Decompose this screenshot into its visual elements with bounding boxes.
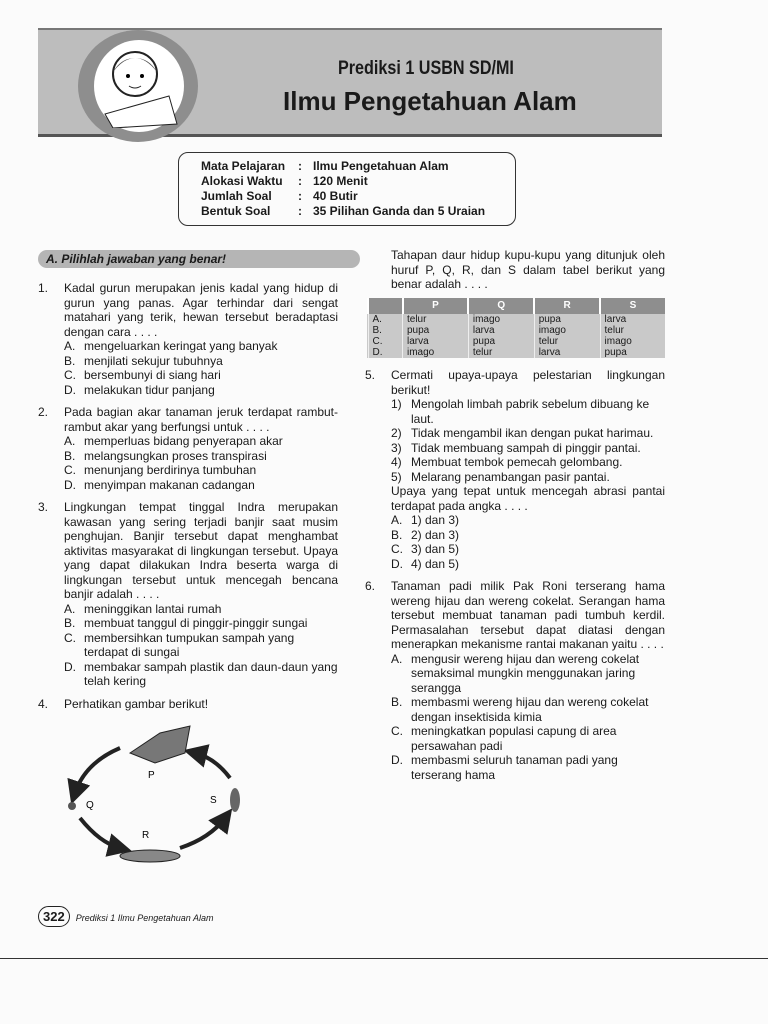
info-colon: : — [298, 159, 302, 173]
answer-option — [64, 631, 338, 660]
option-text: meninggikan lantai rumah — [84, 601, 222, 616]
table-row — [368, 325, 665, 336]
question — [365, 579, 665, 782]
answer-option — [64, 383, 338, 398]
question — [38, 500, 338, 689]
option-letter: B. — [391, 695, 403, 709]
section-heading: A. Pilihlah jawaban yang benar! — [38, 250, 360, 268]
option-text: membersihkan tumpukan sampah yang terdapat di sungai — [84, 630, 295, 659]
table-cell: larva — [534, 347, 600, 358]
question-number: 6. — [365, 579, 376, 593]
option-text: mengeluarkan keringat yang banyak — [84, 339, 278, 353]
life-cycle-table — [367, 298, 665, 359]
header-banner — [38, 28, 662, 137]
label-q: Q — [86, 800, 94, 811]
label-r: R — [142, 830, 150, 841]
banner-subtitle: Prediksi 1 USBN SD/MI — [338, 58, 514, 79]
answer-option — [64, 368, 338, 383]
table-cell: imago — [468, 314, 534, 325]
egg-icon — [68, 802, 76, 810]
option-letter: A. — [64, 434, 76, 448]
table-cell: larva — [403, 336, 469, 347]
option-letter: D. — [391, 556, 403, 571]
option-letter: A. — [64, 339, 76, 353]
statement-item — [391, 441, 665, 456]
table-cell: telur — [468, 347, 534, 358]
question-stem: Perhatikan gambar berikut! — [64, 696, 209, 711]
option-letter: C. — [64, 368, 76, 382]
answer-option — [64, 449, 338, 464]
option-letter: C. — [391, 724, 403, 738]
table-row — [368, 314, 665, 325]
info-key: Jumlah Soal — [201, 189, 272, 203]
answer-option — [64, 602, 338, 617]
item-text: Melarang penambangan pasir pantai. — [411, 469, 610, 484]
table-header: R — [534, 298, 600, 315]
table-cell: pupa — [468, 336, 534, 347]
cycle-arrow — [195, 753, 230, 778]
item-number: 2) — [391, 426, 402, 440]
option-letter: B. — [64, 616, 76, 630]
option-text: 3) dan 5) — [411, 542, 460, 556]
question-number: 3. — [38, 500, 49, 514]
table-cell: pupa — [600, 347, 665, 358]
table-cell: C. — [368, 336, 403, 347]
answer-option — [391, 753, 665, 782]
option-text: mengusir wereng hijau dan wereng cokelat semaksimal mungkin menggunakan jaring serangga — [411, 651, 640, 695]
statement-item — [391, 470, 665, 485]
statement-item — [391, 455, 665, 470]
item-number: 3) — [391, 440, 402, 455]
question-stem: Lingkungan tempat tinggal Indra merupakan kawasan yang sering terjadi banjir saat musim penghujan. Banjir tersebut dapat menghambat aktivitas masyarakat di lingkungan tersebut. Upaya yang dapat dilakukan Indra beserta warga di lingkungan tersebut untuk mencegah bencana banjir adalah . . . . — [64, 500, 338, 601]
butterfly-icon — [130, 726, 190, 763]
table-cell: larva — [468, 325, 534, 336]
option-text: 1) dan 3) — [411, 513, 460, 527]
option-letter: D. — [64, 382, 76, 397]
table-cell: pupa — [534, 314, 600, 325]
answer-option — [391, 513, 665, 528]
girl-writing-illustration — [99, 44, 179, 128]
option-letter: B. — [391, 527, 403, 542]
answer-option — [391, 695, 665, 724]
table-row — [368, 347, 665, 358]
question-number: 5. — [365, 368, 376, 382]
answer-option — [64, 339, 338, 354]
info-value: 120 Menit — [313, 174, 368, 188]
table-row — [368, 336, 665, 347]
option-letter: B. — [64, 353, 76, 368]
option-letter: C. — [391, 542, 403, 556]
banner-title: Ilmu Pengetahuan Alam — [283, 86, 577, 116]
option-text: meningkatkan populasi capung di area persawahan padi — [411, 724, 617, 753]
exam-info-box — [178, 152, 516, 226]
table-header: Q — [468, 298, 534, 315]
table-header: P — [403, 298, 469, 315]
info-value: 35 Pilihan Ganda dan 5 Uraian — [313, 204, 486, 218]
info-key: Bentuk Soal — [201, 204, 271, 218]
label-s: S — [210, 795, 217, 806]
page-footer — [38, 906, 213, 927]
info-key: Alokasi Waktu — [201, 174, 283, 188]
table-cell: A. — [368, 314, 403, 325]
answer-option — [64, 660, 338, 689]
option-text: melangsungkan proses transpirasi — [84, 448, 267, 463]
question-stem-2: Upaya yang tepat untuk mencegah abrasi pantai terdapat pada angka . . . . — [391, 484, 665, 513]
question-number: 1. — [38, 281, 49, 295]
left-column — [38, 281, 338, 719]
info-colon: : — [298, 204, 302, 218]
option-text: melakukan tidur panjang — [84, 382, 215, 397]
question — [38, 405, 338, 492]
question-stem: Cermati upaya-upaya pelestarian lingkungan berikut! — [391, 368, 665, 397]
option-letter: D. — [64, 477, 76, 492]
info-value: Ilmu Pengetahuan Alam — [313, 159, 449, 173]
answer-option — [64, 434, 338, 449]
item-text: Tidak mengambil ikan dengan pukat harimau. — [411, 426, 654, 440]
item-text: Mengolah limbah pabrik sebelum dibuang ke laut. — [411, 397, 650, 426]
answer-option — [64, 463, 338, 478]
caterpillar-icon — [120, 850, 180, 862]
option-letter: C. — [64, 463, 76, 477]
info-value: 40 Butir — [313, 189, 358, 203]
table-cell: imago — [534, 325, 600, 336]
option-text: membasmi seluruh tanaman padi yang terserang hama — [411, 753, 618, 782]
page-number: 322 — [38, 906, 70, 927]
question-stem: Pada bagian akar tanaman jeruk terdapat rambut-rambut akar yang berfungsi untuk . . . . — [64, 405, 338, 434]
statement-item — [391, 426, 665, 441]
option-letter: D. — [391, 753, 403, 767]
option-letter: C. — [64, 630, 76, 645]
butterfly-life-cycle-diagram — [60, 718, 270, 868]
answer-option — [391, 542, 665, 557]
option-text: menunjang berdirinya tumbuhan — [84, 463, 257, 477]
option-text: memperluas bidang penyerapan akar — [84, 434, 283, 448]
table-cell: pupa — [403, 325, 469, 336]
table-cell: telur — [534, 336, 600, 347]
statement-item — [391, 397, 665, 426]
table-header-row — [368, 298, 665, 315]
table-cell: B. — [368, 325, 403, 336]
cycle-arrow — [180, 818, 225, 848]
q4-intro: Tahapan daur hidup kupu-kupu yang ditunjuk oleh huruf P, Q, R, dan S dalam tabel berikut yang benar adalah . . . . — [391, 248, 665, 291]
item-number: 5) — [391, 469, 402, 484]
info-colon: : — [298, 189, 302, 203]
table-cell: imago — [403, 347, 469, 358]
table-cell: imago — [600, 336, 665, 347]
item-number: 1) — [391, 397, 402, 411]
table-header: S — [600, 298, 665, 315]
question — [365, 368, 665, 571]
question — [38, 697, 338, 712]
option-letter: A. — [64, 601, 76, 616]
pupa-icon — [230, 788, 240, 812]
right-column — [365, 248, 665, 790]
question-number: 2. — [38, 405, 49, 419]
answer-option — [391, 528, 665, 543]
answer-option — [64, 354, 338, 369]
item-number: 4) — [391, 455, 402, 469]
question-stem: Tanaman padi milik Pak Roni terserang hama wereng hijau dan wereng cokelat. Serangan hama tersebut membuat tanaman padi tumbuh kerdil. Permasalahan tersebut dapat diatasi dengan menerapkan mekanisme rantai makanan yaitu . . . . — [391, 579, 665, 651]
option-text: bersembunyi di siang hari — [84, 368, 221, 382]
item-text: Membuat tembok pemecah gelombang. — [411, 455, 623, 469]
item-text: Tidak membuang sampah di pinggir pantai. — [411, 440, 641, 455]
option-letter: D. — [64, 659, 76, 674]
cycle-arrow — [75, 748, 120, 793]
option-text: 4) dan 5) — [411, 556, 460, 571]
option-text: menyimpan makanan cadangan — [84, 477, 255, 492]
table-cell: D. — [368, 347, 403, 358]
answer-option — [64, 478, 338, 493]
cycle-arrow — [80, 818, 120, 848]
table-cell: larva — [600, 314, 665, 325]
answer-option — [391, 724, 665, 753]
question — [38, 281, 338, 397]
option-text: membuat tanggul di pinggir-pinggir sungai — [84, 616, 308, 630]
option-text: membasmi wereng hijau dan wereng cokelat dengan insektisida kimia — [411, 695, 649, 724]
option-letter: A. — [391, 513, 403, 527]
info-key: Mata Pelajaran — [201, 159, 286, 173]
answer-option — [64, 616, 338, 631]
info-colon: : — [298, 174, 302, 188]
footer-text: Prediksi 1 Ilmu Pengetahuan Alam — [75, 913, 214, 923]
answer-option — [391, 557, 665, 572]
table-cell: telur — [403, 314, 469, 325]
page-divider — [0, 958, 768, 959]
option-text: membakar sampah plastik dan daun-daun yang telah kering — [84, 659, 338, 688]
illustration-circle — [78, 30, 198, 142]
option-letter: B. — [64, 448, 76, 463]
table-header — [368, 298, 403, 315]
table-cell: telur — [600, 325, 665, 336]
option-text: 2) dan 3) — [411, 527, 460, 542]
question-stem: Kadal gurun merupakan jenis kadal yang hidup di gurun yang panas. Agar terhindar dari sengat matahari yang terik, hewan tersebut beradaptasi dengan cara . . . . — [64, 281, 338, 339]
answer-option — [391, 652, 665, 696]
question-number: 4. — [38, 696, 49, 711]
label-p: P — [148, 770, 155, 781]
option-text: menjilati sekujur tubuhnya — [84, 353, 223, 368]
option-letter: A. — [391, 651, 403, 666]
